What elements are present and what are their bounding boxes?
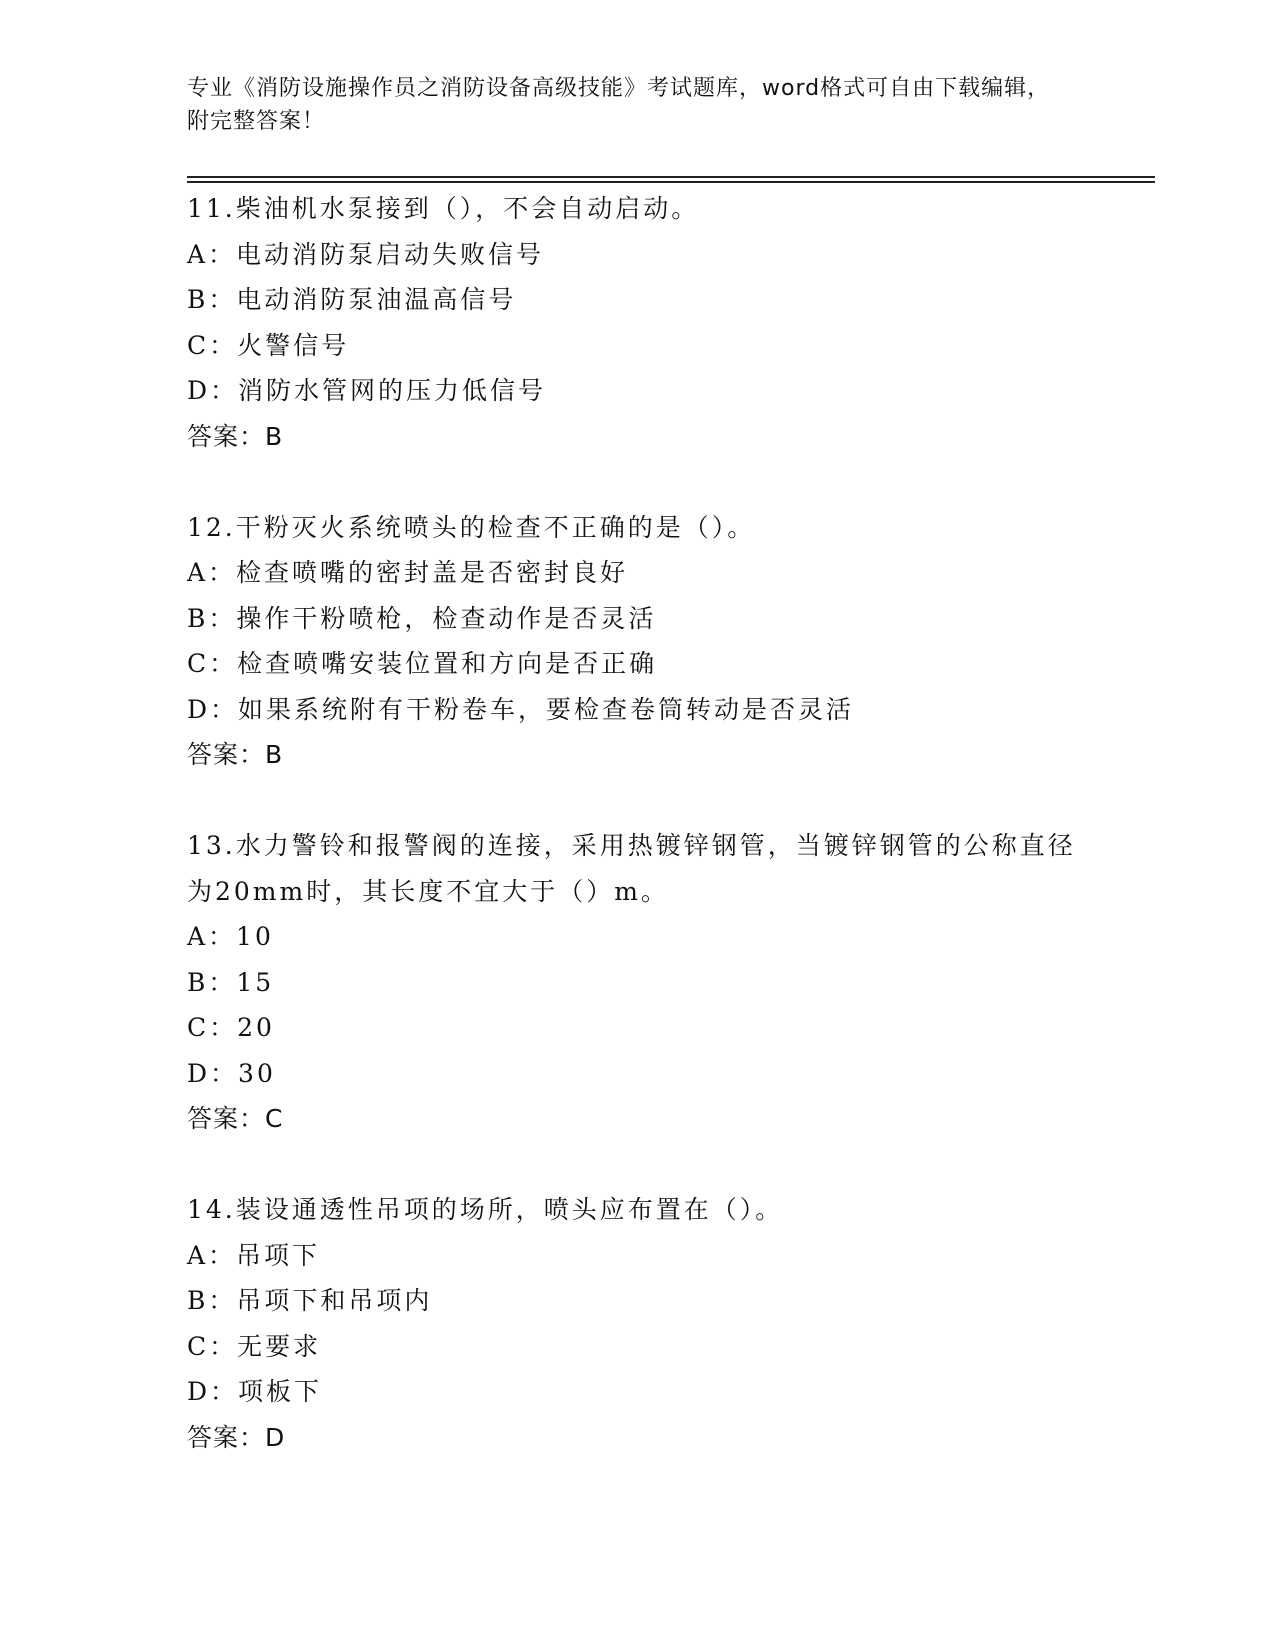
answer: 答案：C — [187, 1104, 284, 1133]
question-stem: 13.水力警铃和报警阀的连接，采用热镀锌钢管，当镀锌钢管的公称直径为20mm时，其长度不宜大于（）m。 — [187, 831, 1076, 906]
option-a: A：10 — [187, 922, 274, 951]
answer: 答案：B — [187, 740, 284, 769]
option-b: B：15 — [187, 967, 275, 997]
option-d: D：项板下 — [187, 1377, 323, 1406]
option-c: C：火警信号 — [187, 330, 350, 360]
question-list — [187, 186, 1087, 1506]
option-c: C：无要求 — [187, 1331, 322, 1361]
question-12 — [187, 505, 1087, 779]
option-a: A：电动消防泵启动失败信号 — [187, 239, 545, 269]
answer: 答案：B — [187, 421, 284, 451]
option-d: D：消防水管网的压力低信号 — [187, 376, 547, 405]
option-a: A：检查喷嘴的密封盖是否密封良好 — [187, 558, 629, 587]
option-b: B：电动消防泵油温高信号 — [187, 285, 517, 314]
question-11 — [187, 186, 1087, 460]
option-a: A：吊项下 — [187, 1240, 321, 1270]
option-c: C：20 — [187, 1013, 275, 1042]
question-13 — [187, 823, 1087, 1142]
question-stem: 11.柴油机水泵接到（），不会自动启动。 — [187, 194, 700, 223]
option-b: B：操作干粉喷枪，检查动作是否灵活 — [187, 603, 657, 633]
question-stem: 12.干粉灭火系统喷头的检查不正确的是（）。 — [187, 512, 756, 542]
header-divider-bottom — [187, 181, 1155, 183]
header-divider-top — [187, 176, 1155, 178]
document-header: 专业《消防设施操作员之消防设备高级技能》考试题库，word格式可自由下载编辑，附完整答案！ — [187, 76, 1051, 134]
question-stem: 14.装设通透性吊项的场所，喷头应布置在（）。 — [187, 1195, 784, 1224]
answer: 答案：D — [187, 1422, 286, 1452]
option-d: D：如果系统附有干粉卷车，要检查卷筒转动是否灵活 — [187, 694, 855, 724]
option-d: D：30 — [187, 1058, 276, 1088]
option-b: B：吊项下和吊项内 — [187, 1286, 433, 1315]
option-c: C：检查喷嘴安装位置和方向是否正确 — [187, 649, 658, 678]
question-14 — [187, 1187, 1087, 1461]
